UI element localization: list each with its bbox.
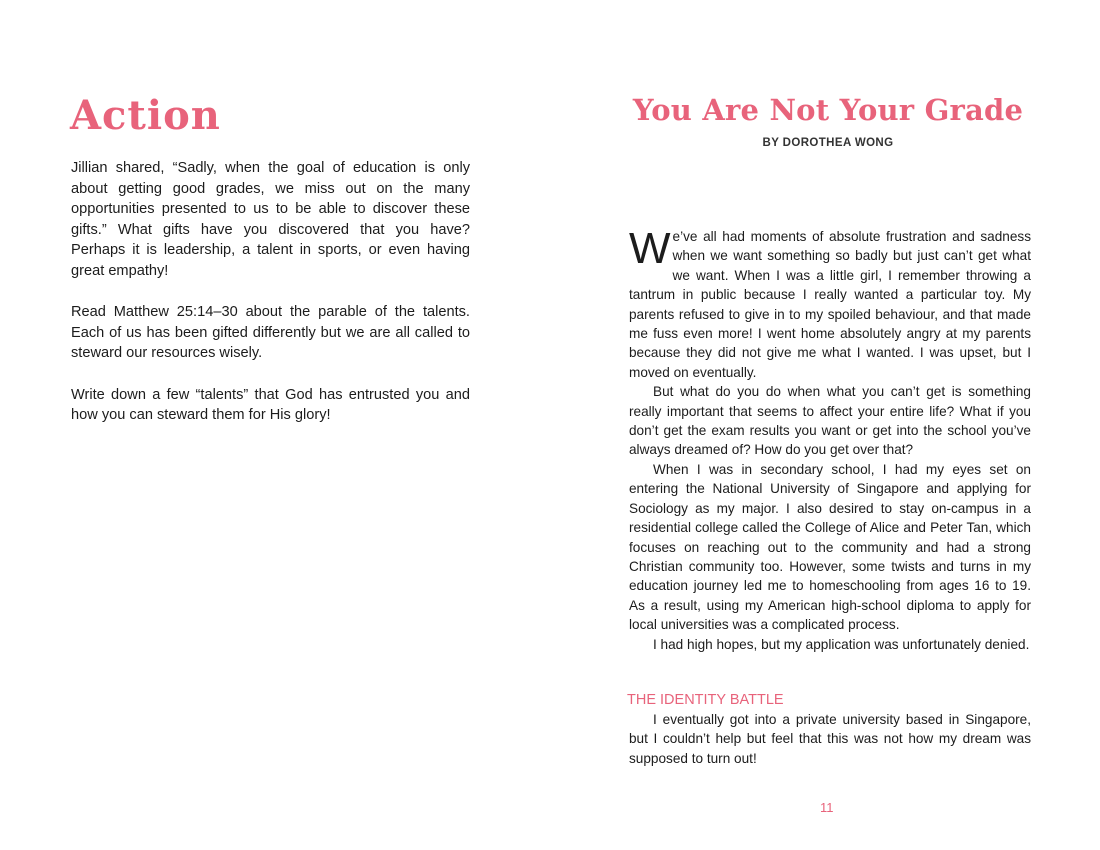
article-paragraph-3: When I was in secondary school, I had my eyes set on entering the National University of Singapore and applying for Sociology as my major. I also desired to stay on-campus in a residential college called the College of Alice and Peter Tan, which focuses on reaching out to the community and had a strong Christian community too. However, some twists and turns in my education journey led me to homeschooling from ages 16 to 19. As a result, using my American high-school diploma to apply for local universities was a complicated process. (629, 461, 1031, 633)
action-body (71, 158, 470, 447)
article-paragraph-1-text: e’ve all had moments of absolute frustration and sadness when we want something so badly but just can’t get what we want. When I was a little girl, I remember throwing a tantrum in public because I really wanted a particular toy. My parents refused to give in to my spoiled behaviour, and that made me fuss even more! I went home absolutely angry at my parents because they did not give me what I wanted. I was upset, but I moved on eventually. (629, 229, 1031, 380)
article-paragraph-2: But what do you do when what you can’t get is something really important that seems to affect your entire life? What if you don’t get the exam results you want or get into the school you’ve always dreamed of? How do you get over that? (629, 384, 1031, 458)
page-number: 11 (820, 800, 834, 815)
action-paragraph-2: Read Matthew 25:14–30 about the parable of the talents. Each of us has been gifted differently but we are all called to steward our resources wisely. (71, 304, 470, 361)
drop-cap: W (629, 224, 671, 273)
right-page (550, 0, 1100, 850)
article-paragraph-4: I had high hopes, but my application was unfortunately denied. (653, 636, 1030, 652)
action-heading: Action (70, 92, 221, 139)
article-paragraph-1 (629, 224, 1031, 382)
article-title: You Are Not Your Grade (632, 93, 1024, 127)
action-paragraph-1: Jillian shared, “Sadly, when the goal of education is only about getting good grades, we miss out on the many opportunities presented to us to be able to discover these gifts.” What gifts have you discovered that you have? Perhaps it is leadership, a talent in sports, or even having great empathy! (71, 160, 470, 279)
section-heading: THE IDENTITY BATTLE (627, 691, 784, 708)
section-paragraph: I eventually got into a private university based in Singapore, but I couldn’t help but feel that this was not how my dream was supposed to turn out! (629, 711, 1031, 766)
article-body (627, 224, 1031, 768)
action-paragraph-3: Write down a few “talents” that God has entrusted you and how you can steward them for His glory! (71, 386, 470, 423)
article-byline: BY DOROTHEA WONG (762, 137, 894, 149)
